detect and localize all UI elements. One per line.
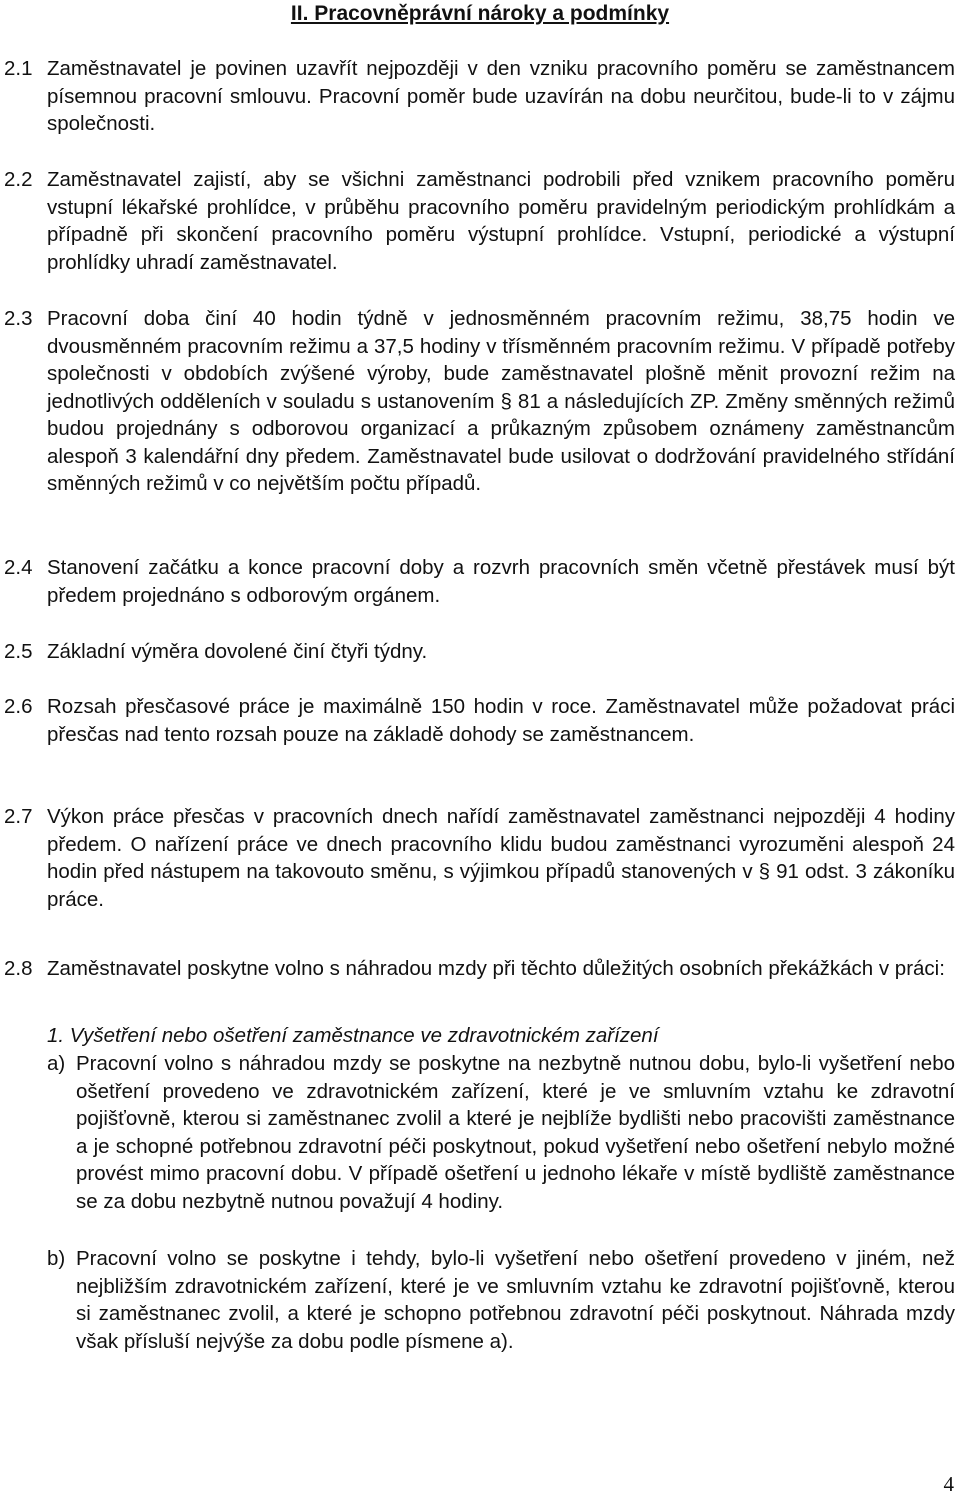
list-item-label: b) <box>47 1247 66 1270</box>
paragraph-text: Rozsah přesčasové práce je maximálně 150 hodin v roce. Zaměstnavatel může požadovat práci přesčas nad tento rozsah pouze na základě dohody se zaměstnancem. <box>47 695 955 746</box>
paragraph-number: 2.6 <box>4 695 33 718</box>
paragraph-text: Zaměstnavatel poskytne volno s náhradou mzdy při těchto důležitých osobních překážkách v práci: <box>47 957 945 980</box>
paragraph-number: 2.4 <box>4 556 33 579</box>
paragraph-text: Výkon práce přesčas v pracovních dnech nařídí zaměstnavatel zaměstnanci nejpozději 4 hodiny předem. O nařízení práce ve dnech pracovního klidu budou zaměstnanci vyrozuměni alespoň 24 hodin před nástupem na takovouto směnu, s výjimkou případů stanovených v § 91 odst. 3 zákoníku práce. <box>47 805 955 911</box>
paragraph-number: 2.7 <box>4 805 33 828</box>
page-number: 4 <box>943 1472 954 1496</box>
paragraph-number: 2.2 <box>4 168 33 191</box>
paragraph-text: Zaměstnavatel zajistí, aby se všichni zaměstnanci podrobili před vznikem pracovního poměru vstupní lékařské prohlídce, v průběhu pracovního poměru pravidelným periodickým prohlídkám a případně při skončení pracovního poměru výstupní prohlídce. Vstupní, periodické a výstupní prohlídky uhradí zaměstnavatel. <box>47 168 955 274</box>
list-item-text: Pracovní volno s náhradou mzdy se poskytne na nezbytně nutnou dobu, bylo-li vyšetření nebo ošetření provedeno ve zdravotnickém zařízení, které je ve smluvním vztahu ke zdravotní pojišťovně, kterou si zaměstnanec zvolil a které je nejblíže bydlišti nebo pracovišti zaměstnance a je schopné potřebnou zdravotní péči poskytnout, pokud vyšetření nebo ošetření nebylo možné provést mimo pracovní dobu. V případě ošetření u jednoho lékaře v místě bydliště zaměstnance se za dobu nezbytně nutnou považují 4 hodiny. <box>76 1052 955 1213</box>
paragraph-text: Zaměstnavatel je povinen uzavřít nejpozději v den vzniku pracovního poměru se zaměstnancem písemnou pracovní smlouvu. Pracovní poměr bude uzavírán na dobu neurčitou, bude-li to v zájmu společnosti. <box>47 57 955 135</box>
list-item-text: Pracovní volno se poskytne i tehdy, bylo-li vyšetření nebo ošetření provedeno v jiném, než nejbližším zdravotnickém zařízení, které je ve smluvním vztahu ke zdravotní pojišťovně, kterou si zaměstnanec zvolil, a které je schopno potřebnou zdravotní péči poskytnout. Náhrada mzdy však přísluší nejvýše za dobu podle písmene a). <box>76 1247 955 1353</box>
section-heading: II. Pracovněprávní nároky a podmínky <box>290 2 670 25</box>
paragraph-number: 2.1 <box>4 57 33 80</box>
paragraph-number: 2.8 <box>4 957 33 980</box>
paragraph-text: Pracovní doba činí 40 hodin týdně v jednosměnném pracovním režimu, 38,75 hodin ve dvousměnném pracovním režimu a 37,5 hodiny v třísměnném pracovním režimu. V případě potřeby společnosti v obdobích zvýšené výroby, bude zaměstnavatel plošně měnit provozní režim na jednotlivých odděleních v souladu s ustanovením § 81 a následujících ZP. Změny směnných režimů budou projednány s odborovou organizací a průkazným způsobem oznámeny zaměstnancům alespoň 3 kalendářní dny předem. Zaměstnavatel bude usilovat o dodržování pravidelného střídání směnných režimů v co největším počtu případů. <box>47 307 955 495</box>
list-item-label: a) <box>47 1052 66 1075</box>
paragraph-number: 2.5 <box>4 640 33 663</box>
paragraph-text: Základní výměra dovolené činí čtyři týdny. <box>47 640 428 663</box>
subsection-title: 1. Vyšetření nebo ošetření zaměstnance ve zdravotnickém zařízení <box>47 1024 659 1047</box>
paragraph-text: Stanovení začátku a konce pracovní doby a rozvrh pracovních směn včetně přestávek musí být předem projednáno s odborovým orgánem. <box>47 556 955 607</box>
paragraph-number: 2.3 <box>4 307 33 330</box>
